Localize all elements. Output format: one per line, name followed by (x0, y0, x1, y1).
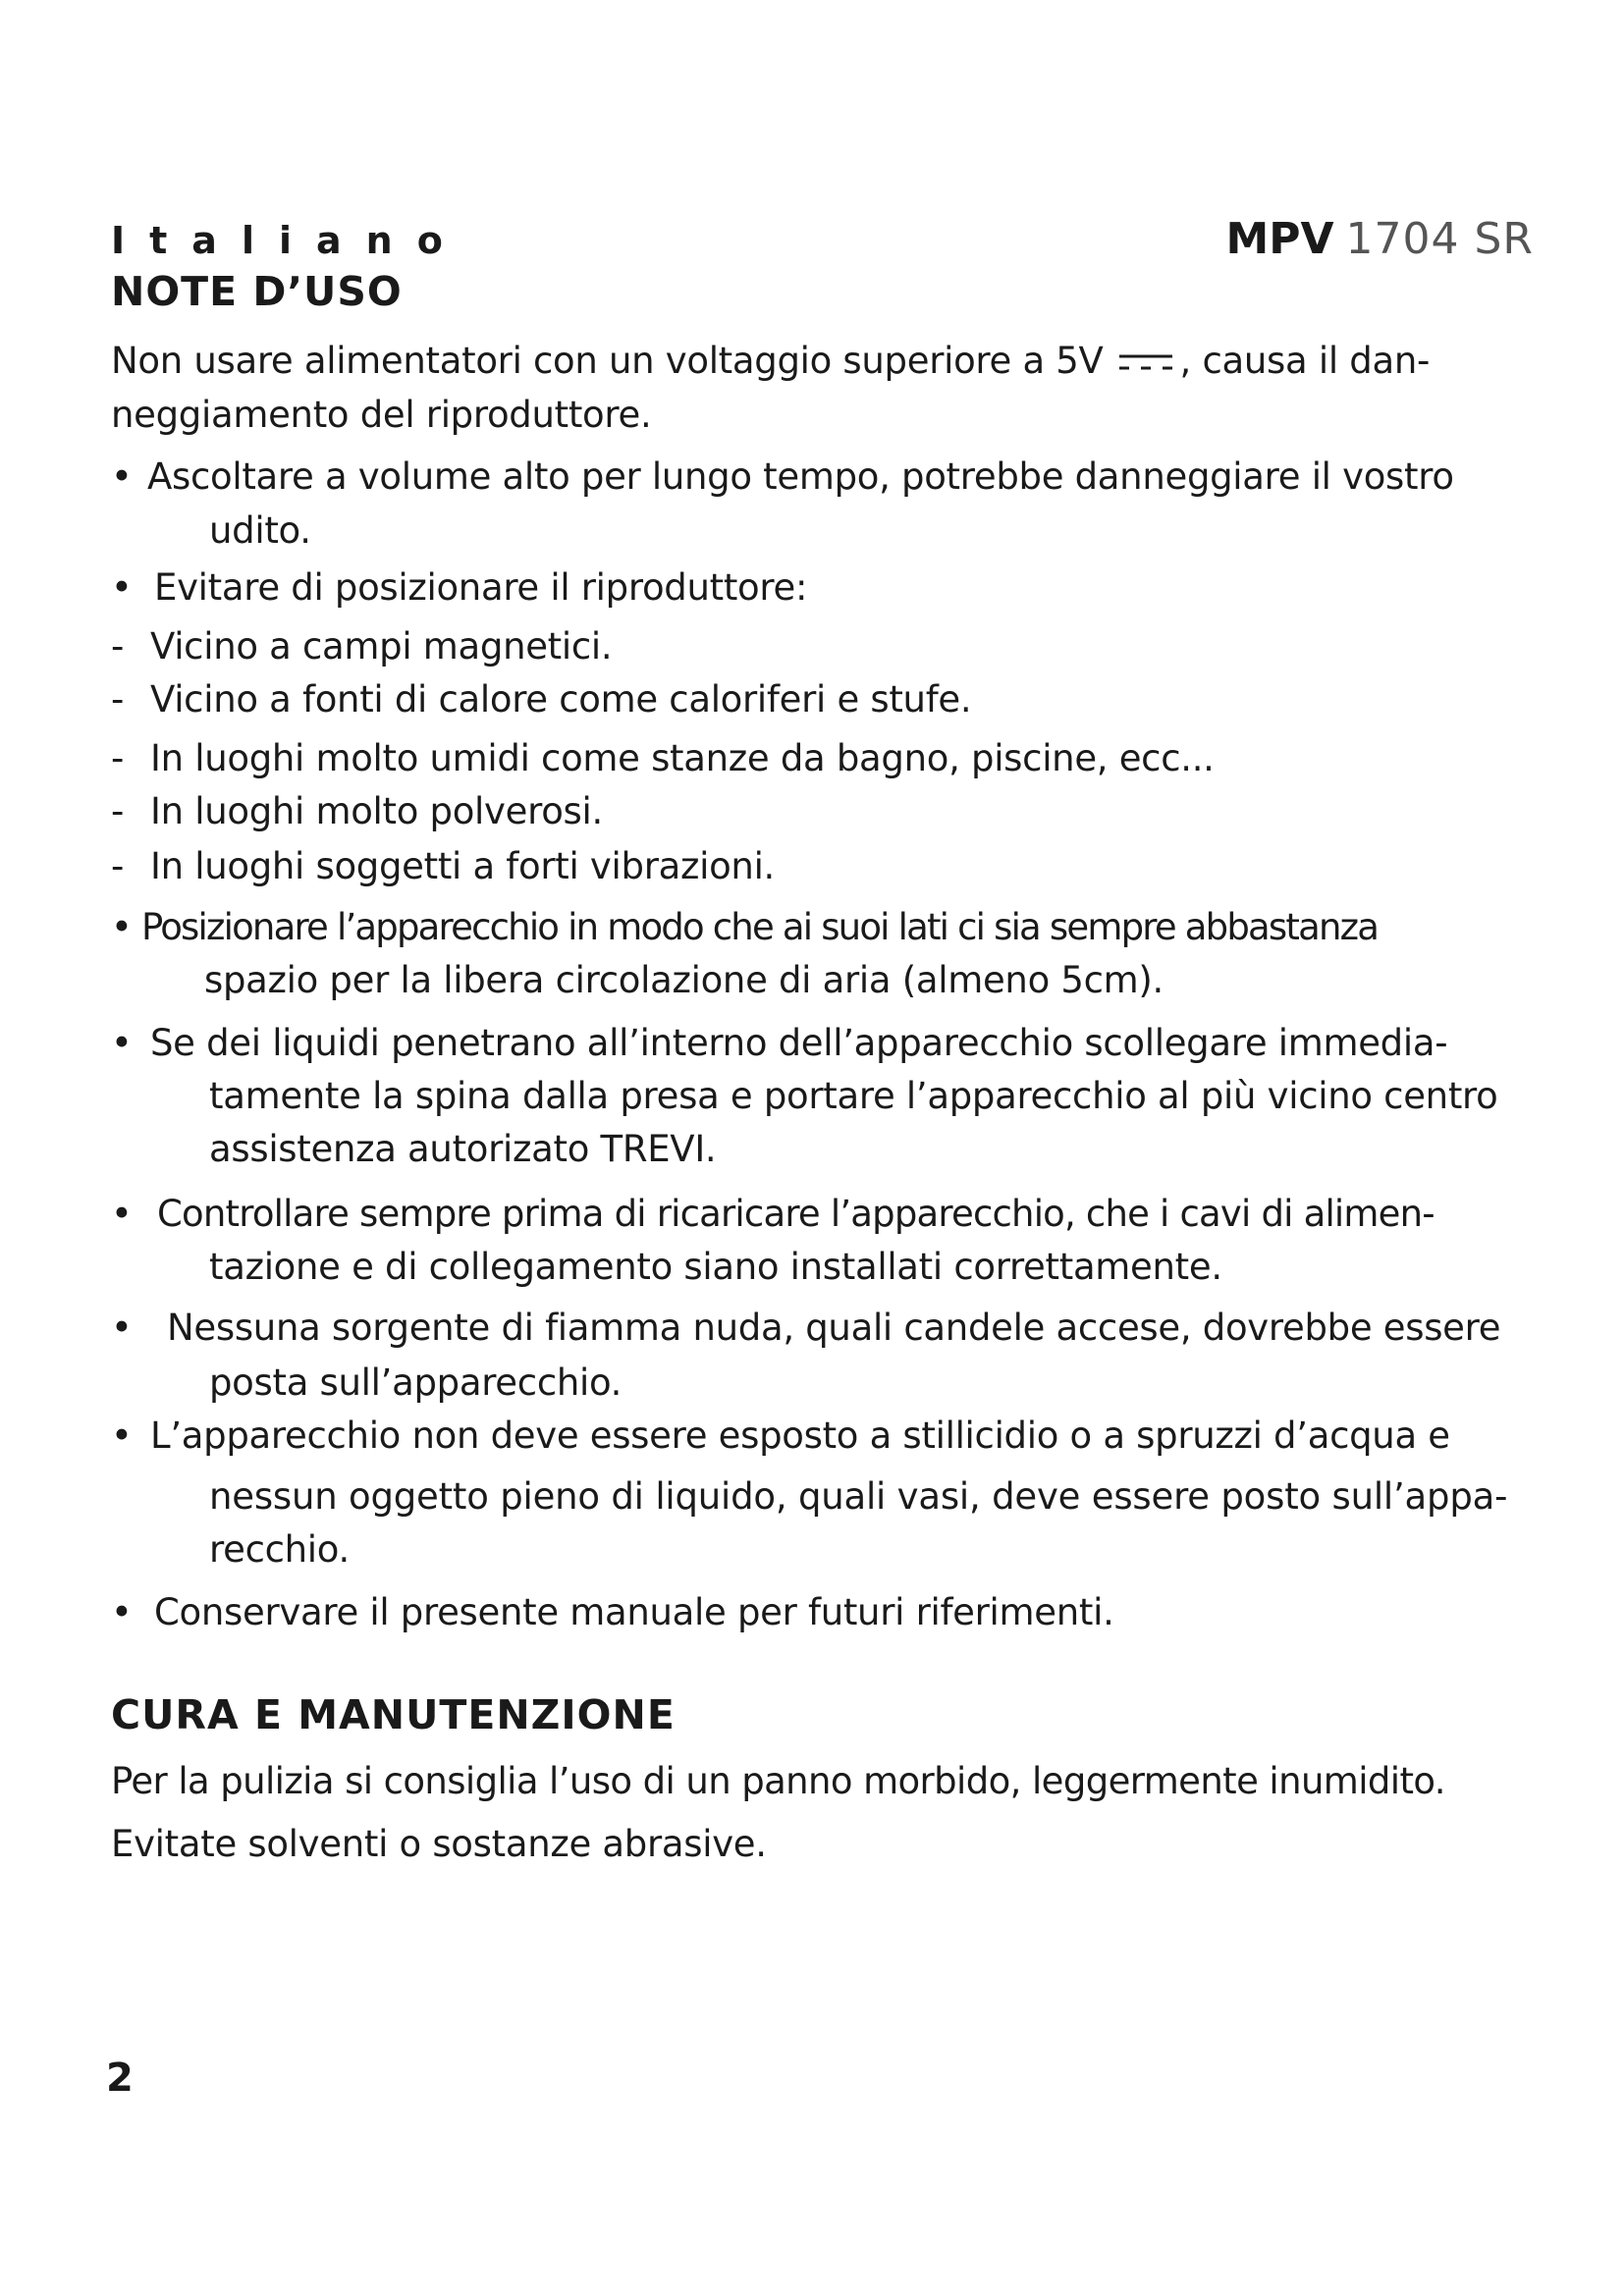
intro-text-b: , causa il dan- (1179, 340, 1431, 382)
section-title-note-uso: NOTE D’USO (111, 268, 403, 315)
bullet-6-line-1: Nessuna sorgente di fiamma nuda, quali candele accese, dovrebbe essere (167, 1307, 1501, 1349)
bullet-2-line-1: Evitare di posizionare il riproduttore: (154, 566, 808, 609)
dash-item-4: In luoghi molto polverosi. (150, 790, 603, 832)
intro-text-a: Non usare alimentatori con un voltaggio superiore a 5V (111, 340, 1104, 382)
bullet-mark: • (111, 566, 133, 609)
bullet-3-line-1: Posizionare l’apparecchio in modo che ai suoi lati ci sia sempre abbastanza (141, 906, 1379, 948)
bullet-mark: • (111, 1307, 133, 1349)
bullet-3-line-2: spazio per la libera circolazione di aria (almeno 5cm). (204, 959, 1164, 1001)
bullet-5-line-1: Controllare sempre prima di ricaricare l’apparecchio, che i cavi di alimen- (157, 1193, 1435, 1235)
cura-line-1: Per la pulizia si consiglia l’uso di un panno morbido, leggermente inumidito. (111, 1760, 1445, 1802)
dash-mark: - (111, 678, 125, 721)
bullet-1-line-2: udito. (209, 509, 311, 552)
bullet-7-line-3: recchio. (209, 1528, 350, 1571)
bullet-7-line-1: L’apparecchio non deve essere esposto a stillicidio o a spruzzi d’acqua e (150, 1415, 1450, 1457)
intro-line-2: neggiamento del riproduttore. (111, 394, 652, 436)
bullet-1-line-1: Ascoltare a volume alto per lungo tempo, potrebbe danneggiare il vostro (147, 455, 1454, 498)
model-code: 1704 SR (1345, 214, 1534, 264)
bullet-8-line-1: Conservare il presente manuale per futuri riferimenti. (154, 1591, 1114, 1633)
model-name (1225, 214, 1534, 265)
dash-item-5: In luoghi soggetti a forti vibrazioni. (150, 845, 776, 887)
language-label: Italiano (111, 219, 467, 262)
dc-voltage-icon (1117, 350, 1174, 376)
dash-mark: - (111, 625, 125, 667)
dash-mark: - (111, 845, 125, 887)
cura-line-2: Evitate solventi o sostanze abrasive. (111, 1823, 767, 1865)
bullet-5-line-2: tazione e di collegamento siano installati correttamente. (209, 1246, 1222, 1288)
bullet-mark: • (111, 1193, 133, 1235)
bullet-mark: • (111, 455, 133, 498)
bullet-7-line-2: nessun oggetto pieno di liquido, quali vasi, deve essere posto sull’appa- (209, 1475, 1508, 1518)
page-number: 2 (106, 2056, 134, 2101)
section-title-cura: CURA E MANUTENZIONE (111, 1691, 676, 1738)
dash-mark: - (111, 737, 125, 779)
bullet-mark: • (111, 1415, 133, 1457)
bullet-4-line-2: tamente la spina dalla presa e portare l’apparecchio al più vicino centro (209, 1075, 1498, 1117)
dash-mark: - (111, 790, 125, 832)
bullet-4-line-1: Se dei liquidi penetrano all’interno dell’apparecchio scollegare immedia- (150, 1022, 1448, 1064)
bullet-mark: • (111, 906, 133, 948)
bullet-6-line-2: posta sull’apparecchio. (209, 1362, 623, 1404)
dash-item-2: Vicino a fonti di calore come caloriferi e stufe. (150, 678, 972, 721)
intro-line-1 (111, 339, 1430, 384)
bullet-mark: • (111, 1591, 133, 1633)
bullet-mark: • (111, 1022, 133, 1064)
bullet-4-line-3: assistenza autorizato TREVI. (209, 1128, 717, 1170)
dash-item-1: Vicino a campi magnetici. (150, 625, 613, 667)
dash-item-3: In luoghi molto umidi come stanze da bagno, piscine, ecc... (150, 737, 1215, 779)
model-brand: MPV (1225, 214, 1334, 264)
